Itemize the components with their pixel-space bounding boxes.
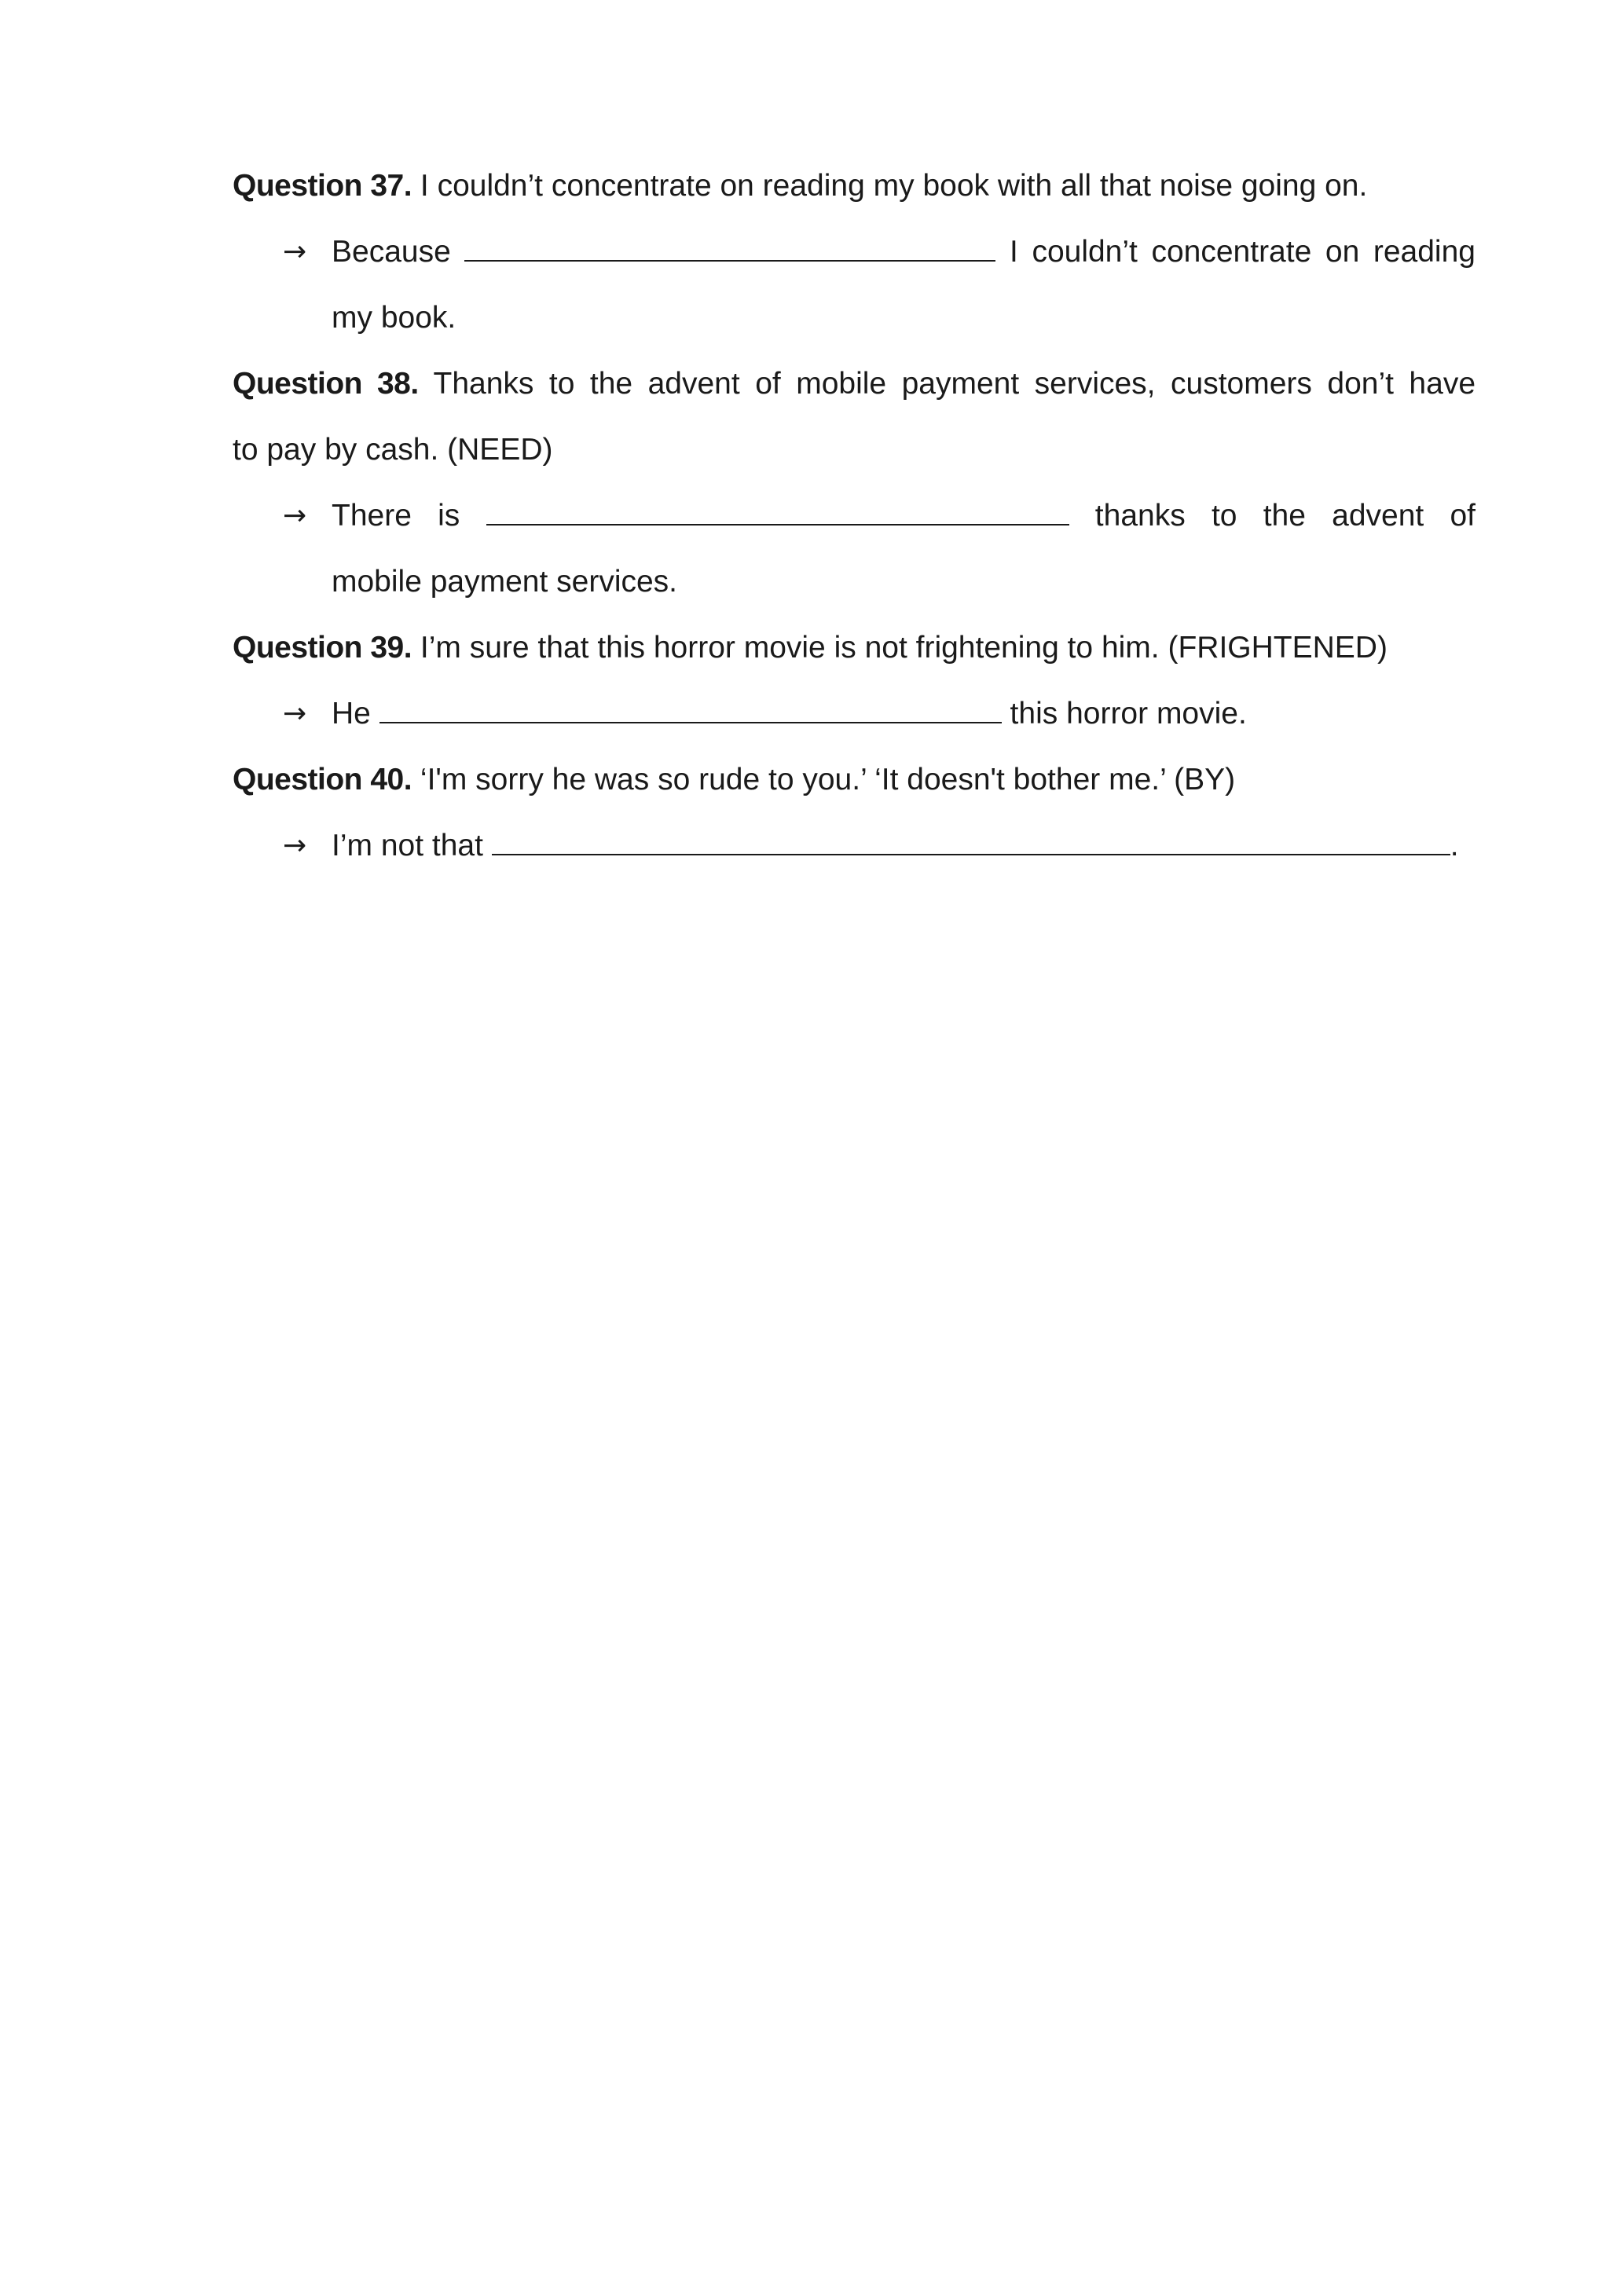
answer-39-tail: this horror movie.: [1010, 697, 1247, 731]
arrow-right-icon: →: [283, 500, 307, 532]
answer-39-line-1: [332, 681, 1476, 747]
answer-38-lead: There is: [332, 499, 460, 533]
answer-38-line-2: mobile payment services.: [332, 565, 678, 599]
answer-38: [233, 483, 1476, 615]
arrow-right-icon: →: [283, 829, 307, 862]
question-list: [233, 153, 1476, 879]
answer-37-tail: I couldn’t concentrate on reading: [1010, 235, 1476, 269]
question-40-label: Question 40.: [233, 763, 412, 796]
question-38-continued: to pay by cash. (NEED): [233, 433, 553, 467]
question-39-prompt: I’m sure that this horror movie is not frightening to him. (FRIGHTENED): [420, 631, 1388, 665]
answer-39-lead: He: [332, 697, 371, 731]
question-39: [233, 615, 1476, 681]
answer-37-line-1: [332, 219, 1476, 285]
question-40-prompt: ‘I'm sorry he was so rude to you.’ ‘It doesn't bother me.’ (BY): [420, 763, 1236, 796]
answer-40-blank[interactable]: [492, 830, 1450, 855]
question-37-label: Question 37.: [233, 169, 412, 203]
answer-37-lead: Because: [332, 235, 451, 269]
answer-38-line-1: [332, 483, 1476, 549]
arrow-right-icon: →: [283, 236, 307, 268]
answer-40: [233, 813, 1476, 879]
question-40: [233, 747, 1476, 813]
answer-37: [233, 219, 1476, 351]
answer-39-blank[interactable]: [379, 698, 1002, 723]
question-38: [233, 351, 1476, 417]
question-39-label: Question 39.: [233, 631, 412, 665]
question-37-prompt: I couldn’t concentrate on reading my book with all that noise going on.: [420, 169, 1368, 203]
answer-38-tail: thanks to the advent of: [1094, 499, 1476, 533]
arrow-right-icon: →: [283, 698, 307, 730]
question-38-label: Question 38.: [233, 367, 419, 401]
answer-40-line-1: [332, 813, 1476, 879]
answer-37-line-2: my book.: [332, 301, 456, 335]
answer-40-lead: I’m not that: [332, 829, 483, 862]
question-37: [233, 153, 1476, 219]
question-38-prompt-line-1: Thanks to the advent of mobile payment services, customers don’t have: [433, 367, 1476, 401]
answer-37-blank[interactable]: [464, 236, 995, 262]
answer-40-tail: .: [1450, 829, 1459, 862]
answer-38-blank[interactable]: [486, 500, 1069, 525]
answer-39: [233, 681, 1476, 747]
